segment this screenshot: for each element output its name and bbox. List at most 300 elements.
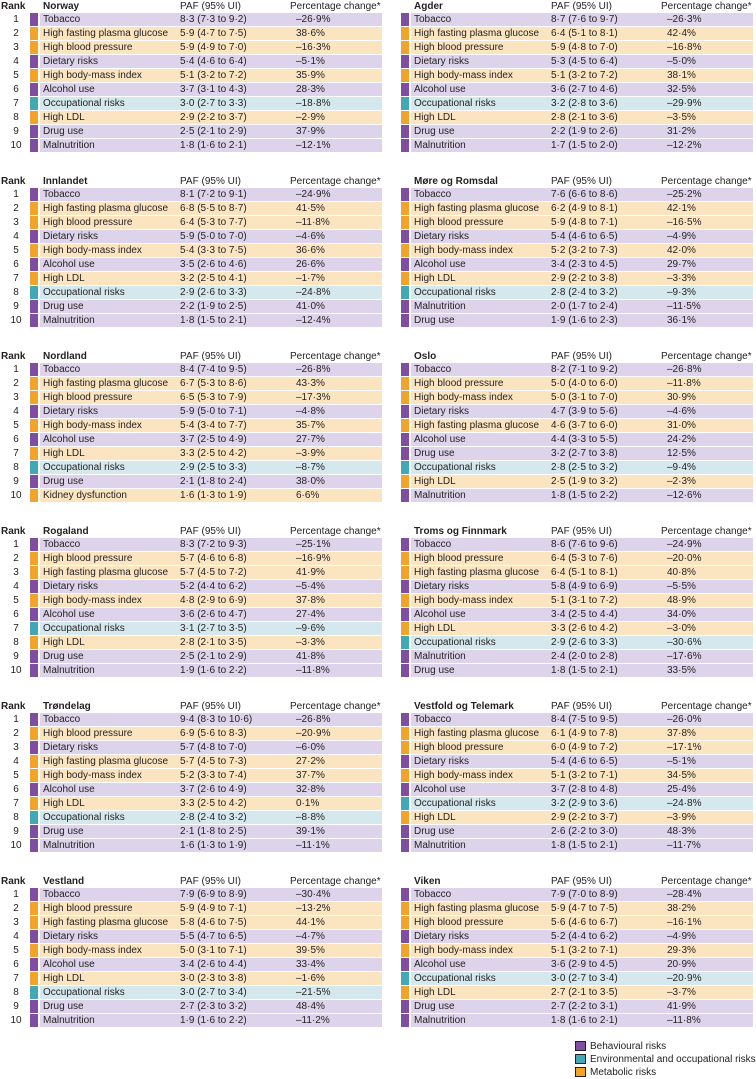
category-marker	[401, 650, 409, 663]
rank-number: 9	[13, 826, 19, 837]
paf-value: 3·2 (2·8 to 3·6)	[551, 98, 618, 109]
percentage-change: 37·7%	[296, 770, 325, 781]
category-marker	[401, 811, 409, 824]
category-marker	[401, 419, 409, 432]
risk-factor: High fasting plasma glucose	[43, 756, 169, 767]
rank-number: 4	[13, 231, 19, 242]
risk-factor: High fasting plasma glucose	[414, 28, 540, 39]
table-header	[30, 0, 382, 13]
category-marker	[30, 69, 38, 82]
risk-factor: High body-mass index	[414, 595, 513, 606]
category-marker	[30, 783, 38, 796]
table-row	[30, 461, 382, 474]
percentage-change: 42·4%	[667, 28, 696, 39]
category-marker	[30, 727, 38, 740]
paf-header: PAF (95% UI)	[551, 526, 612, 537]
category-marker	[30, 608, 38, 621]
percentage-change: 39·1%	[296, 826, 325, 837]
table-row	[30, 83, 382, 96]
category-marker	[30, 650, 38, 663]
paf-value: 6·7 (5·3 to 8·6)	[180, 378, 247, 389]
region-table	[30, 0, 382, 153]
percentage-change: –11·2%	[296, 1015, 330, 1026]
rank-column	[0, 875, 30, 1028]
paf-header: PAF (95% UI)	[551, 176, 612, 187]
rank-number: 7	[13, 273, 19, 284]
category-marker	[30, 272, 38, 285]
risk-factor: Alcohol use	[43, 784, 95, 795]
category-marker	[30, 986, 38, 999]
risk-factor: High fasting plasma glucose	[43, 28, 169, 39]
table-row	[30, 13, 382, 26]
category-marker	[401, 13, 409, 26]
percentage-change: 41·8%	[296, 651, 325, 662]
table-header	[30, 700, 382, 713]
risk-factor: Tobacco	[43, 189, 81, 200]
category-marker	[401, 664, 409, 677]
percentage-change: 38·1%	[667, 70, 696, 81]
rank-number: 6	[13, 609, 19, 620]
risk-factor: High body-mass index	[43, 245, 142, 256]
rank-number: 8	[13, 637, 19, 648]
percentage-change: –4·6%	[296, 231, 325, 242]
change-header: Percentage change*	[290, 876, 381, 887]
legend-item	[575, 1053, 756, 1066]
risk-factor: Dietary risks	[414, 756, 470, 767]
table-row	[30, 314, 382, 327]
paf-value: 5·2 (3·2 to 7·3)	[551, 245, 618, 256]
paf-header: PAF (95% UI)	[180, 701, 241, 712]
percentage-change: 29·3%	[667, 945, 696, 956]
paf-value: 1·8 (1·6 to 2·1)	[551, 1015, 618, 1026]
paf-value: 6·9 (5·6 to 8·3)	[180, 728, 247, 739]
paf-value: 2·8 (2·4 to 3·2)	[180, 812, 247, 823]
category-marker	[30, 1014, 38, 1027]
percentage-change: 37·8%	[667, 728, 696, 739]
risk-factor: Occupational risks	[414, 637, 496, 648]
table-row	[30, 580, 382, 593]
percentage-change: –4·9%	[667, 231, 696, 242]
rank-number: 8	[13, 462, 19, 473]
region-table	[30, 700, 382, 853]
category-marker	[401, 83, 409, 96]
table-row	[30, 97, 382, 110]
rank-number: 2	[13, 28, 19, 39]
category-marker	[30, 391, 38, 404]
percentage-change: 48·3%	[667, 826, 696, 837]
category-marker	[401, 608, 409, 621]
risk-factor: Tobacco	[414, 539, 452, 550]
paf-value: 4·8 (2·9 to 6·9)	[180, 595, 247, 606]
percentage-change: –5·4%	[296, 581, 325, 592]
category-marker	[30, 244, 38, 257]
risk-factor: Alcohol use	[414, 259, 466, 270]
paf-value: 4·4 (3·3 to 5·5)	[551, 434, 618, 445]
risk-factor: High blood pressure	[43, 728, 133, 739]
rank-number: 9	[13, 651, 19, 662]
table-row	[30, 419, 382, 432]
category-marker	[401, 433, 409, 446]
paf-value: 3·0 (2·7 to 3·3)	[180, 98, 247, 109]
table-row	[401, 713, 753, 726]
percentage-change: 38·2%	[667, 903, 696, 914]
table-row	[401, 188, 753, 201]
table-row	[401, 755, 753, 768]
paf-value: 3·4 (2·3 to 4·5)	[551, 259, 618, 270]
paf-value: 2·9 (2·2 to 3·7)	[180, 112, 247, 123]
risk-factor: High fasting plasma glucose	[414, 420, 540, 431]
percentage-change: –5·0%	[667, 56, 696, 67]
category-marker	[30, 930, 38, 943]
table-row	[30, 433, 382, 446]
risk-factor: Tobacco	[414, 189, 452, 200]
rank-number: 4	[13, 931, 19, 942]
table-row	[30, 447, 382, 460]
region-name: Norway	[43, 1, 80, 12]
percentage-change: 33·5%	[667, 665, 696, 676]
paf-value: 2·1 (1·8 to 2·5)	[180, 826, 247, 837]
paf-value: 2·7 (2·3 to 3·2)	[180, 1001, 247, 1012]
risk-factor: High blood pressure	[43, 392, 133, 403]
paf-value: 5·6 (4·6 to 6·7)	[551, 917, 618, 928]
category-marker	[401, 825, 409, 838]
paf-value: 5·8 (4·6 to 7·5)	[180, 917, 247, 928]
table-row	[30, 202, 382, 215]
paf-value: 3·3 (2·5 to 4·2)	[180, 798, 247, 809]
paf-value: 2·8 (2·4 to 3·2)	[551, 287, 618, 298]
risk-factor: High blood pressure	[43, 42, 133, 53]
category-marker	[401, 986, 409, 999]
percentage-change: 25·4%	[667, 784, 696, 795]
risk-factor: High blood pressure	[414, 217, 504, 228]
paf-value: 7·6 (6·6 to 8·6)	[551, 189, 618, 200]
percentage-change: –4·8%	[296, 406, 325, 417]
risk-factor: Drug use	[414, 826, 455, 837]
risk-factor: Tobacco	[414, 14, 452, 25]
region-table	[401, 0, 753, 153]
change-header: Percentage change*	[290, 1, 381, 12]
percentage-change: –26·9%	[296, 14, 331, 25]
risk-factor: Drug use	[43, 126, 84, 137]
paf-value: 2·9 (2·2 to 3·7)	[551, 812, 618, 823]
paf-value: 3·7 (2·5 to 4·9)	[180, 434, 247, 445]
category-marker	[30, 888, 38, 901]
risk-factor: High LDL	[414, 112, 456, 123]
category-marker	[30, 916, 38, 929]
percentage-change: –3·3%	[667, 273, 696, 284]
paf-value: 5·7 (4·6 to 6·8)	[180, 553, 247, 564]
percentage-change: –30·6%	[667, 637, 702, 648]
category-marker	[401, 755, 409, 768]
table-row	[401, 363, 753, 376]
percentage-change: 38·0%	[296, 476, 325, 487]
rank-number: 4	[13, 56, 19, 67]
paf-value: 6·8 (5·5 to 8·7)	[180, 203, 247, 214]
paf-value: 6·4 (5·1 to 8·1)	[551, 567, 618, 578]
paf-value: 7·9 (7·0 to 8·9)	[551, 889, 618, 900]
table-row	[401, 916, 753, 929]
table-header	[401, 175, 753, 188]
table-row	[30, 636, 382, 649]
percentage-change: 48·9%	[667, 595, 696, 606]
paf-value: 5·4 (3·4 to 7·7)	[180, 420, 247, 431]
paf-header: PAF (95% UI)	[551, 876, 612, 887]
region-name: Trøndelag	[43, 701, 91, 712]
risk-factor: Tobacco	[43, 14, 81, 25]
category-marker	[401, 314, 409, 327]
change-header: Percentage change*	[290, 176, 381, 187]
percentage-change: 34·0%	[667, 609, 696, 620]
risk-factor: High LDL	[43, 637, 85, 648]
risk-factor: Malnutrition	[43, 140, 95, 151]
rank-number: 3	[13, 392, 19, 403]
table-row	[30, 286, 382, 299]
category-marker	[401, 769, 409, 782]
paf-value: 1·8 (1·5 to 2·2)	[551, 490, 618, 501]
paf-value: 3·7 (2·6 to 4·9)	[180, 784, 247, 795]
category-marker	[30, 636, 38, 649]
category-marker	[30, 475, 38, 488]
region-name: Vestland	[43, 876, 85, 887]
percentage-change: 6·6%	[296, 490, 320, 501]
paf-value: 3·6 (2·9 to 4·5)	[551, 959, 618, 970]
rank-header: Rank	[1, 351, 26, 362]
paf-header: PAF (95% UI)	[551, 351, 612, 362]
table-row	[401, 944, 753, 957]
table-row	[30, 566, 382, 579]
percentage-change: 42·0%	[667, 245, 696, 256]
percentage-change: –26·8%	[667, 364, 702, 375]
category-marker	[401, 839, 409, 852]
category-marker	[401, 391, 409, 404]
table-row	[30, 69, 382, 82]
rank-number: 3	[13, 917, 19, 928]
table-row	[30, 55, 382, 68]
paf-value: 6·4 (5·3 to 7·7)	[180, 217, 247, 228]
rank-number: 6	[13, 84, 19, 95]
paf-value: 3·4 (2·6 to 4·4)	[180, 959, 247, 970]
category-marker	[30, 419, 38, 432]
risk-factor: Dietary risks	[43, 56, 99, 67]
risk-factor: Malnutrition	[43, 1015, 95, 1026]
rank-number: 10	[10, 140, 22, 151]
paf-value: 5·7 (4·5 to 7·3)	[180, 756, 247, 767]
category-marker	[30, 139, 38, 152]
change-header: Percentage change*	[661, 876, 752, 887]
table-header	[30, 875, 382, 888]
table-row	[30, 1000, 382, 1013]
category-marker	[30, 538, 38, 551]
region-name: Møre og Romsdal	[414, 176, 498, 187]
paf-value: 5·3 (4·5 to 6·4)	[551, 56, 618, 67]
paf-value: 3·4 (2·5 to 4·4)	[551, 609, 618, 620]
category-marker	[401, 69, 409, 82]
percentage-change: –3·0%	[667, 623, 696, 634]
category-marker	[401, 958, 409, 971]
risk-factor: Dietary risks	[43, 406, 99, 417]
percentage-change: 32·5%	[667, 84, 696, 95]
risk-factor: Tobacco	[43, 889, 81, 900]
category-marker	[30, 622, 38, 635]
table-row	[401, 839, 753, 852]
category-marker	[401, 902, 409, 915]
risk-factor: High body-mass index	[414, 392, 513, 403]
category-marker	[30, 55, 38, 68]
risk-factor: High LDL	[414, 273, 456, 284]
percentage-change: –8·7%	[296, 462, 325, 473]
paf-value: 5·4 (4·6 to 6·5)	[551, 231, 618, 242]
region-table	[401, 175, 753, 328]
table-row	[30, 797, 382, 810]
table-header	[30, 525, 382, 538]
table-row	[401, 930, 753, 943]
risk-factor: Drug use	[414, 1001, 455, 1012]
region-table	[401, 350, 753, 503]
percentage-change: –9·6%	[296, 623, 325, 634]
category-marker	[30, 188, 38, 201]
table-row	[30, 300, 382, 313]
rank-number: 10	[10, 490, 22, 501]
paf-value: 1·9 (1·6 to 2·2)	[180, 665, 247, 676]
risk-factor: High body-mass index	[43, 595, 142, 606]
paf-value: 5·4 (4·6 to 6·4)	[180, 56, 247, 67]
paf-value: 6·5 (5·3 to 7·9)	[180, 392, 247, 403]
percentage-change: –5·1%	[667, 756, 696, 767]
paf-value: 8·1 (7·2 to 9·1)	[180, 189, 247, 200]
table-row	[30, 727, 382, 740]
category-marker	[401, 111, 409, 124]
risk-factor: High LDL	[414, 987, 456, 998]
paf-value: 4·7 (3·9 to 5·6)	[551, 406, 618, 417]
category-marker	[30, 111, 38, 124]
change-header: Percentage change*	[290, 526, 381, 537]
percentage-change: 0·1%	[296, 798, 320, 809]
risk-factor: Dietary risks	[414, 931, 470, 942]
category-marker	[30, 461, 38, 474]
rank-number: 5	[13, 420, 19, 431]
paf-value: 5·2 (4·4 to 6·2)	[551, 931, 618, 942]
percentage-change: –3·9%	[667, 812, 696, 823]
percentage-change: –3·7%	[667, 987, 696, 998]
risk-factor: Occupational risks	[414, 98, 496, 109]
risk-factor: Tobacco	[414, 364, 452, 375]
paf-header: PAF (95% UI)	[551, 1, 612, 12]
rank-number: 6	[13, 259, 19, 270]
category-marker	[30, 566, 38, 579]
risk-factor: High LDL	[414, 476, 456, 487]
paf-value: 6·1 (4·9 to 7·8)	[551, 728, 618, 739]
category-marker	[30, 944, 38, 957]
table-row	[30, 755, 382, 768]
region-name: Viken	[414, 876, 441, 887]
table-row	[30, 111, 382, 124]
paf-value: 2·0 (1·7 to 2·4)	[551, 301, 618, 312]
paf-value: 5·1 (3·1 to 7·2)	[551, 595, 618, 606]
rank-number: 10	[10, 665, 22, 676]
paf-value: 3·2 (2·5 to 4·1)	[180, 273, 247, 284]
category-marker	[30, 363, 38, 376]
category-marker	[401, 622, 409, 635]
paf-header: PAF (95% UI)	[180, 526, 241, 537]
paf-value: 8·3 (7·3 to 9·2)	[180, 14, 247, 25]
rank-number: 1	[13, 364, 19, 375]
rank-number: 5	[13, 595, 19, 606]
table-row	[401, 139, 753, 152]
risk-factor: High LDL	[43, 273, 85, 284]
rank-number: 10	[10, 1015, 22, 1026]
change-header: Percentage change*	[661, 176, 752, 187]
paf-value: 8·4 (7·4 to 9·5)	[180, 364, 247, 375]
risk-factor: Malnutrition	[414, 301, 466, 312]
category-marker	[30, 314, 38, 327]
percentage-change: –11·1%	[296, 840, 330, 851]
percentage-change: –12·2%	[667, 140, 702, 151]
rank-number: 3	[13, 217, 19, 228]
percentage-change: –24·8%	[296, 287, 331, 298]
table-row	[30, 41, 382, 54]
risk-factor: Dietary risks	[43, 231, 99, 242]
paf-value: 8·4 (7·5 to 9·5)	[551, 714, 618, 725]
risk-factor: Alcohol use	[43, 959, 95, 970]
risk-factor: High LDL	[43, 448, 85, 459]
rank-number: 5	[13, 70, 19, 81]
rank-header: Rank	[1, 701, 26, 712]
percentage-change: –29·9%	[667, 98, 702, 109]
risk-factor: Malnutrition	[414, 651, 466, 662]
risk-factor: Occupational risks	[43, 462, 125, 473]
table-row	[401, 202, 753, 215]
table-row	[30, 930, 382, 943]
paf-value: 5·7 (4·5 to 7·2)	[180, 567, 247, 578]
table-row	[401, 552, 753, 565]
category-marker	[30, 377, 38, 390]
risk-factor: Malnutrition	[414, 140, 466, 151]
percentage-change: –12·6%	[667, 490, 702, 501]
table-row	[30, 363, 382, 376]
category-marker	[30, 755, 38, 768]
table-row	[30, 489, 382, 502]
percentage-change: –17·6%	[667, 651, 702, 662]
category-marker	[30, 1000, 38, 1013]
category-marker	[30, 972, 38, 985]
rank-number: 2	[13, 903, 19, 914]
risk-factor: Dietary risks	[43, 742, 99, 753]
table-row	[30, 475, 382, 488]
table-row	[30, 650, 382, 663]
legend	[575, 1040, 756, 1079]
paf-value: 4·6 (3·7 to 6·0)	[551, 420, 618, 431]
paf-value: 1·6 (1·3 to 1·9)	[180, 840, 247, 851]
category-marker	[401, 888, 409, 901]
rank-number: 1	[13, 714, 19, 725]
risk-factor: Tobacco	[43, 714, 81, 725]
rank-column	[0, 525, 30, 678]
legend-item	[575, 1066, 756, 1079]
table-row	[401, 419, 753, 432]
region-table	[30, 175, 382, 328]
risk-factor: High body-mass index	[414, 770, 513, 781]
rank-column	[0, 700, 30, 853]
risk-factor: Alcohol use	[43, 434, 95, 445]
table-row	[401, 986, 753, 999]
paf-value: 1·6 (1·3 to 1·9)	[180, 490, 247, 501]
risk-factor: Alcohol use	[414, 784, 466, 795]
percentage-change: –3·9%	[296, 448, 325, 459]
table-row	[401, 97, 753, 110]
category-marker	[30, 769, 38, 782]
percentage-change: –11·8%	[667, 1015, 701, 1026]
percentage-change: –16·1%	[667, 917, 702, 928]
